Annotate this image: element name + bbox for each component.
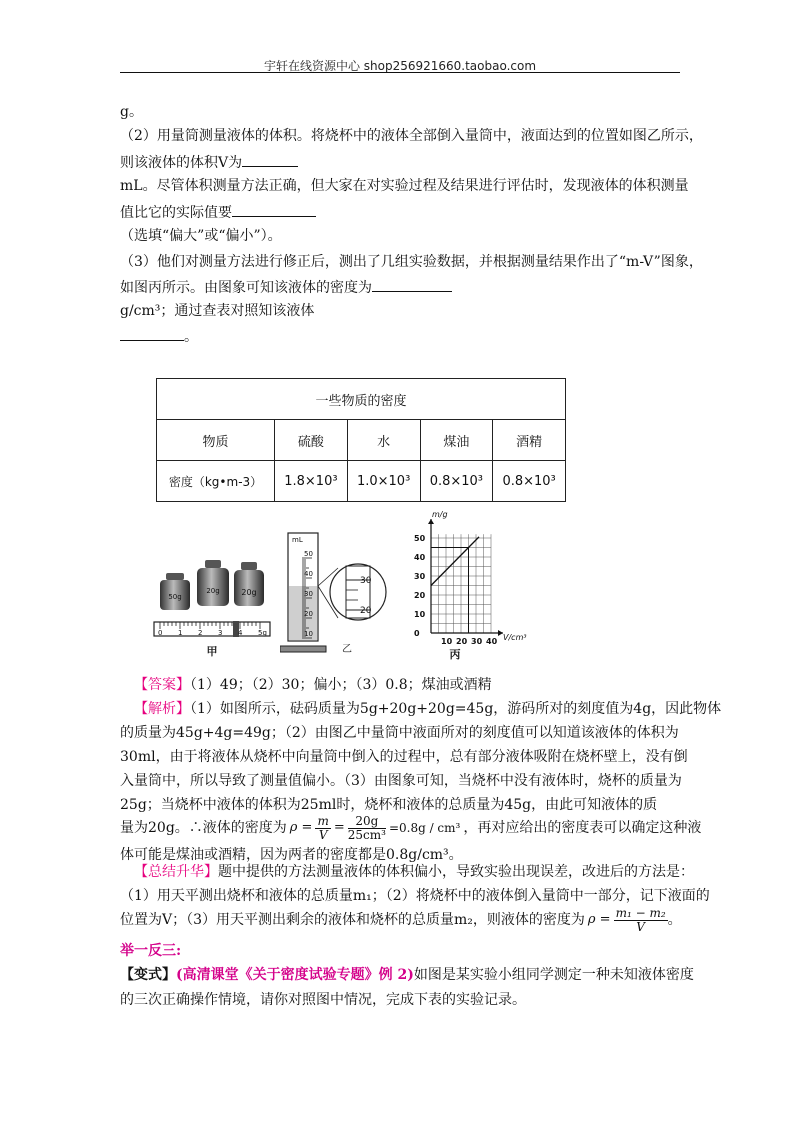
svg-text:20g: 20g xyxy=(241,588,257,597)
analysis-line-2: 的质量为45g+4g=49g；（2）由图乙中量筒中液面所对的刻度值可以知道该液体的体积为 xyxy=(120,725,679,741)
figure-yi xyxy=(280,528,395,660)
answer-blank-bias xyxy=(232,202,316,217)
graph-y-tick-label: 10 xyxy=(414,610,426,619)
text-line-1: g。 xyxy=(120,104,143,120)
density-table-value-row xyxy=(157,461,566,502)
summary-line-1: 【总结升华】题中提供的方法测量液体的体积偏小，导致实验出现误差，改进后的方法是： xyxy=(134,864,694,880)
graph-y-tick-label: 30 xyxy=(414,572,426,581)
table-value-cell: 1.0×10³ xyxy=(347,461,420,502)
graduated-cylinder-icon xyxy=(280,533,326,652)
ruler-label: 5g xyxy=(258,629,267,637)
summary-line-3: 位置为V；（3）用天平测出剩余的液体和烧杯的总质量m₂，则液体的密度为 ρ = $\frac{\text{m₁ − m₂}}{V}$ 。 xyxy=(120,905,682,934)
figure-yi-label: 乙 xyxy=(342,644,352,655)
graph-data-line xyxy=(431,537,479,586)
text-line-3-content: 则该液体的体积V为 xyxy=(120,155,243,171)
figure-jia xyxy=(150,555,275,660)
graph-y-axis-label: m/g xyxy=(432,510,448,519)
ruler-label: 4 xyxy=(238,629,243,637)
text-line-5 xyxy=(120,202,316,222)
answer-text: （1）49；（2）30；偏小；（3）0.8；煤油或酒精 xyxy=(190,677,492,693)
svg-text:20g: 20g xyxy=(206,587,220,595)
answer-blank-liquid xyxy=(120,326,184,341)
cylinder-tick-label: 40 xyxy=(304,570,313,578)
density-table-title: 一些物质的密度 xyxy=(157,379,566,420)
ruler-label: 2 xyxy=(198,629,203,637)
cylinder-tick-label: 30 xyxy=(304,590,313,598)
graph-x-tick-label: 30 xyxy=(471,637,483,646)
beam-ruler xyxy=(154,621,270,637)
graph-y-tick-label: 50 xyxy=(414,534,426,543)
graph-x-tick-label: 10 xyxy=(441,637,453,646)
text-line-9: g/cm³；通过查表对照知该液体 xyxy=(120,303,315,319)
graph-x-tick-label: 20 xyxy=(456,637,468,646)
table-value-cell: 1.8×10³ xyxy=(275,461,348,502)
analysis-line-4: 入量筒中，所以导致了测量值偏小。（3）由图象可知，当烧杯中没有液体时，烧杯的质量为 xyxy=(120,773,682,789)
table-header-cell: 物质 xyxy=(157,420,275,461)
table-header-cell: 水 xyxy=(347,420,420,461)
ruler-label: 0 xyxy=(158,629,163,637)
graph-y-tick-label: 20 xyxy=(414,591,426,600)
text-line-5-content: 值比它的实际值要 xyxy=(120,205,232,221)
analysis-tag: 【解析】 xyxy=(134,701,190,717)
analysis-line-5: 25g；当烧杯中液体的体积为25ml时，烧杯和液体的总质量为45g，由此可知液体的质 xyxy=(120,797,658,813)
formula-m-over-v: $\frac{m}{V}$ xyxy=(317,813,329,842)
text-line-7: （3）他们对测量方法进行修正后，测出了几组实验数据，并根据测量结果作出了“m-V”图象， xyxy=(120,254,703,270)
y-arrow-icon xyxy=(428,519,434,524)
graph-y-tick-label: 40 xyxy=(414,553,426,562)
header-divider xyxy=(120,72,680,73)
figure-jia-label: 甲 xyxy=(206,645,218,658)
summary-line-2: （1）用天平测出烧杯和液体的总质量m₁；（2）将烧杯中的液体倒入量筒中一部分，记下液面的 xyxy=(120,888,710,904)
formula-density-improved: $\frac{\text{m₁ − m₂}}{V}$ xyxy=(615,905,666,934)
graph-x-tick-label: 40 xyxy=(486,637,498,646)
text-line-10 xyxy=(120,326,198,346)
analysis-line-7: 体可能是煤油或酒精，因为两者的密度都是0.8g/cm³。 xyxy=(120,847,463,863)
section-title: 举一反三: xyxy=(120,943,182,959)
analysis-line-3: 30ml，由于将液体从烧杯中向量筒中倒入的过程中，总有部分液体吸附在烧杯壁上，没有倒 xyxy=(120,749,688,765)
text-line-8 xyxy=(120,277,452,297)
figure-bing-graph xyxy=(395,505,535,665)
answer-blank-density xyxy=(372,277,452,292)
table-header-cell: 酒精 xyxy=(493,420,566,461)
svg-text:20: 20 xyxy=(360,606,372,616)
text-line-6: （选填“偏大”或“偏小”）。 xyxy=(120,228,282,244)
density-table-header-row xyxy=(157,420,566,461)
ruler-label: 3 xyxy=(218,629,223,637)
text-line-2: （2）用量筒测量液体的体积。将烧杯中的液体全部倒入量筒中，液面达到的位置如图乙所示， xyxy=(120,128,703,144)
formula-values: $\frac{20g}{\text{25cm³}}$ xyxy=(347,813,386,842)
answer-line xyxy=(134,676,492,694)
cylinder-tick-label: 50 xyxy=(304,550,313,558)
svg-text:mL: mL xyxy=(292,536,303,544)
text-line-8-content: 如图丙所示。由图象可知该液体的密度为 xyxy=(120,280,372,296)
text-line-4: mL。尽管体积测量方法正确，但大家在对实验过程及结果进行评估时，发现液体的体积测量 xyxy=(120,178,689,194)
table-value-cell: 0.8×10³ xyxy=(493,461,566,502)
cylinder-tick-label: 20 xyxy=(304,610,313,618)
text-line-3 xyxy=(120,152,298,172)
graph-x-axis-label: V/cm³ xyxy=(503,633,527,642)
weight-20g-icon xyxy=(197,560,229,606)
table-header-cell: 煤油 xyxy=(420,420,493,461)
cylinder-tick-label: 10 xyxy=(304,630,313,638)
weight-20g-icon xyxy=(234,562,264,606)
cylinder-zoom-view xyxy=(318,564,386,620)
ruler-label: 1 xyxy=(178,629,183,637)
graph-y-tick-label: 0 xyxy=(414,629,420,638)
answer-tag: 【答案】 xyxy=(134,677,190,693)
summary-tag: 【总结升华】 xyxy=(134,864,218,880)
page-header: 宇轩在线资源中心 shop256921660.taobao.com xyxy=(263,59,537,73)
table-row-label: 密度（kg•m-3） xyxy=(157,461,275,502)
answer-blank-volume xyxy=(242,152,298,167)
svg-text:50g: 50g xyxy=(168,593,182,601)
analysis-line-1: 【解析】（1）如图所示，砝码质量为5g+20g+20g=45g，游码所对的刻度值为4g，因此物体 xyxy=(134,701,722,717)
variant-source: (高清课堂《关于密度试验专题》例 2) xyxy=(176,967,414,983)
table-value-cell: 0.8×10³ xyxy=(420,461,493,502)
analysis-line-6: 量为20g。∴液体的密度为 ρ = $\frac{m}{V}$ = $\frac{20g}{\text{25cm³}}$ =0.8g / cm³ ，再对应给出的密度表可以确定这种液 xyxy=(120,813,702,842)
table-header-cell: 硫酸 xyxy=(275,420,348,461)
variant-line-1: 【变式】(高清课堂《关于密度试验专题》例 2)如图是某实验小组同学测定一种未知液体密度 xyxy=(120,967,694,983)
density-table xyxy=(156,378,566,502)
figure-bing-label: 丙 xyxy=(449,648,461,661)
svg-text:30: 30 xyxy=(360,576,372,586)
weight-50g-icon xyxy=(160,573,190,610)
text-line-10-content: 。 xyxy=(184,329,198,345)
variant-line-2: 的三次正确操作情境，请你对照图中情况，完成下表的实验记录。 xyxy=(120,992,526,1008)
